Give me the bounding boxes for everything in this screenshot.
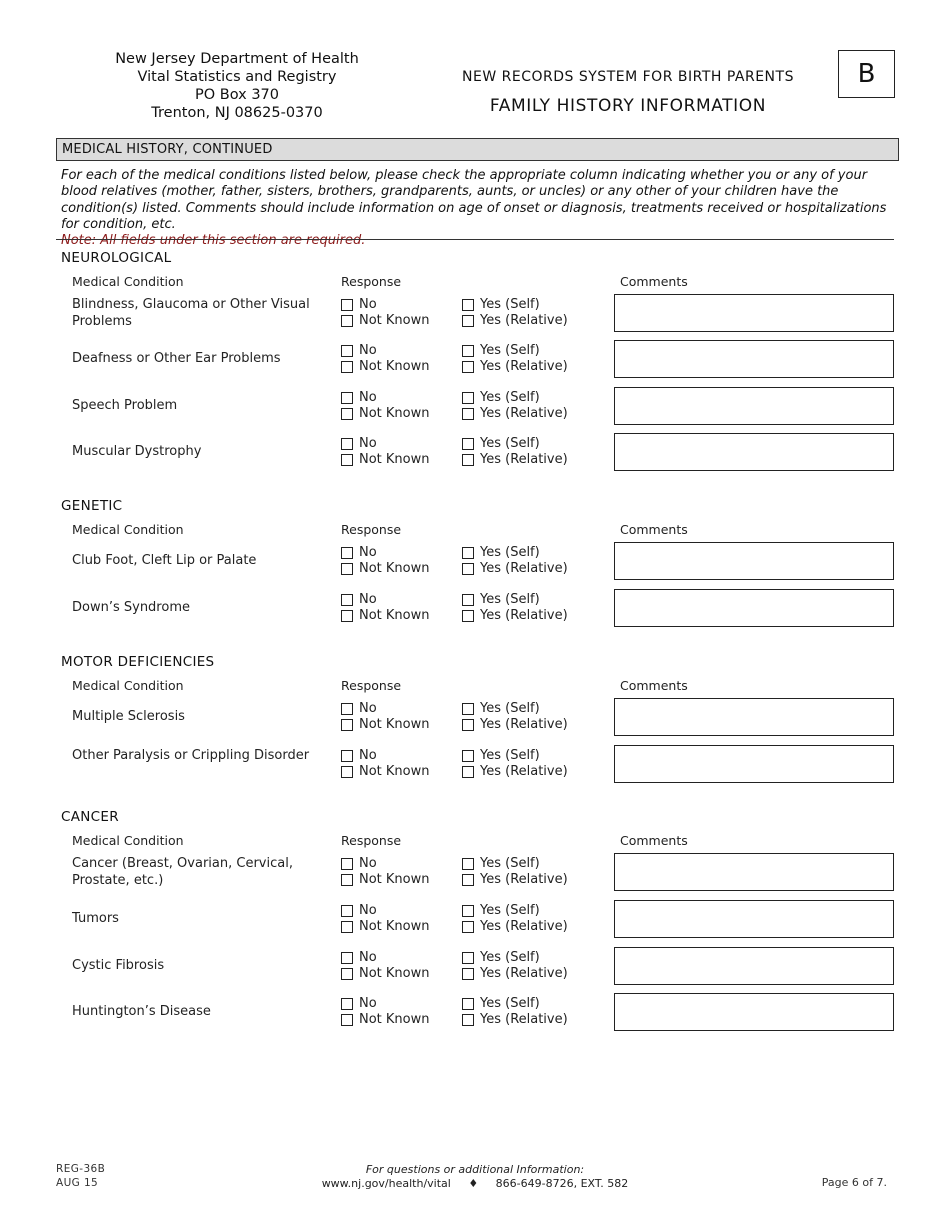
- no-checkbox[interactable]: [341, 856, 377, 871]
- checkbox-icon[interactable]: [341, 610, 353, 622]
- diamond-separator-icon: ♦: [468, 1176, 479, 1190]
- option-label: No: [359, 297, 377, 312]
- footer-form-info: [56, 1163, 105, 1190]
- no-checkbox[interactable]: [341, 545, 377, 560]
- column-header-comments: Comments: [620, 522, 688, 537]
- condition-label: Blindness, Glaucoma or Other Visual Problems: [72, 297, 310, 329]
- page-number: Page 6 of 7.: [821, 1176, 887, 1189]
- comments-field[interactable]: [614, 900, 894, 938]
- option-label: No: [359, 545, 377, 560]
- yes-relative-checkbox[interactable]: [462, 359, 568, 374]
- column-header-response: Response: [341, 833, 402, 848]
- yes-self-checkbox[interactable]: [462, 903, 540, 918]
- checkbox-icon[interactable]: [462, 905, 474, 917]
- condition-label: Tumors: [72, 911, 119, 926]
- comments-field[interactable]: [614, 294, 894, 332]
- checkbox-icon[interactable]: [462, 766, 474, 778]
- option-label: Yes (Relative): [480, 313, 568, 328]
- yes-self-checkbox[interactable]: [462, 343, 540, 358]
- checkbox-icon[interactable]: [341, 1014, 353, 1026]
- option-label: Not Known: [359, 359, 430, 374]
- checkbox-icon[interactable]: [341, 905, 353, 917]
- checkbox-icon[interactable]: [462, 719, 474, 731]
- checkbox-icon[interactable]: [462, 547, 474, 559]
- section-divider: [56, 239, 894, 240]
- contact-question: For questions or additional Information:: [365, 1163, 585, 1176]
- form-title: FAMILY HISTORY INFORMATION: [489, 96, 767, 116]
- system-title: NEW RECORDS SYSTEM FOR BIRTH PARENTS: [462, 69, 794, 85]
- checkbox-icon[interactable]: [462, 438, 474, 450]
- checkbox-icon[interactable]: [341, 361, 353, 373]
- checkbox-icon[interactable]: [341, 408, 353, 420]
- category-title: NEUROLOGICAL: [61, 250, 172, 266]
- yes-relative-checkbox[interactable]: [462, 608, 568, 623]
- not-known-checkbox[interactable]: [341, 1012, 430, 1027]
- yes-relative-checkbox[interactable]: [462, 313, 568, 328]
- agency-city: Trenton, NJ 08625-0370: [151, 105, 323, 121]
- yes-relative-checkbox[interactable]: [462, 764, 568, 779]
- option-label: No: [359, 701, 377, 716]
- not-known-checkbox[interactable]: [341, 561, 430, 576]
- option-label: Yes (Self): [480, 436, 540, 451]
- agency-po-box: PO Box 370: [194, 87, 279, 103]
- option-label: Not Known: [359, 919, 430, 934]
- yes-relative-checkbox[interactable]: [462, 406, 568, 421]
- yes-self-checkbox[interactable]: [462, 297, 540, 312]
- category-title: MOTOR DEFICIENCIES: [61, 654, 215, 670]
- option-label: Yes (Self): [480, 856, 540, 871]
- checkbox-icon[interactable]: [341, 299, 353, 311]
- checkbox-icon[interactable]: [462, 315, 474, 327]
- option-label: No: [359, 592, 377, 607]
- agency-division: Vital Statistics and Registry: [137, 69, 337, 85]
- option-label: Yes (Relative): [480, 406, 568, 421]
- checkbox-icon[interactable]: [341, 345, 353, 357]
- comments-field[interactable]: [614, 993, 894, 1031]
- category-title: CANCER: [61, 809, 119, 825]
- checkbox-icon[interactable]: [341, 952, 353, 964]
- option-label: Not Known: [359, 313, 430, 328]
- option-label: Yes (Self): [480, 748, 540, 763]
- instructions: [61, 168, 891, 249]
- not-known-checkbox[interactable]: [341, 966, 430, 981]
- no-checkbox[interactable]: [341, 748, 377, 763]
- checkbox-icon[interactable]: [341, 968, 353, 980]
- not-known-checkbox[interactable]: [341, 313, 430, 328]
- no-checkbox[interactable]: [341, 701, 377, 716]
- no-checkbox[interactable]: [341, 903, 377, 918]
- not-known-checkbox[interactable]: [341, 359, 430, 374]
- checkbox-icon[interactable]: [462, 750, 474, 762]
- not-known-checkbox[interactable]: [341, 406, 430, 421]
- column-header-comments: Comments: [620, 833, 688, 848]
- column-header-comments: Comments: [620, 678, 688, 693]
- no-checkbox[interactable]: [341, 436, 377, 451]
- checkbox-icon[interactable]: [341, 438, 353, 450]
- yes-self-checkbox[interactable]: [462, 950, 540, 965]
- checkbox-icon[interactable]: [462, 1014, 474, 1026]
- required-note: Note: All fields under this section are required.: [61, 233, 366, 249]
- checkbox-icon[interactable]: [462, 921, 474, 933]
- checkbox-icon[interactable]: [462, 563, 474, 575]
- website-link[interactable]: www.nj.gov/health/vital: [321, 1176, 451, 1190]
- not-known-checkbox[interactable]: [341, 608, 430, 623]
- form-date: AUG 15: [56, 1176, 99, 1189]
- comments-field[interactable]: [614, 698, 894, 736]
- comments-field[interactable]: [614, 853, 894, 891]
- condition-label: Muscular Dystrophy: [72, 444, 202, 459]
- checkbox-icon[interactable]: [341, 858, 353, 870]
- option-label: Yes (Relative): [480, 966, 568, 981]
- checkbox-icon[interactable]: [462, 858, 474, 870]
- yes-self-checkbox[interactable]: [462, 856, 540, 871]
- option-label: Yes (Relative): [480, 359, 568, 374]
- condition-label: Cystic Fibrosis: [72, 958, 165, 973]
- option-label: Not Known: [359, 452, 430, 467]
- option-label: Not Known: [359, 764, 430, 779]
- option-label: Yes (Relative): [480, 717, 568, 732]
- checkbox-icon[interactable]: [341, 750, 353, 762]
- condition-label: Down’s Syndrome: [72, 600, 190, 615]
- option-label: Yes (Self): [480, 701, 540, 716]
- option-label: Yes (Self): [480, 996, 540, 1011]
- not-known-checkbox[interactable]: [341, 717, 430, 732]
- option-label: Yes (Self): [480, 903, 540, 918]
- column-header-response: Response: [341, 522, 402, 537]
- yes-self-checkbox[interactable]: [462, 996, 540, 1011]
- checkbox-icon[interactable]: [462, 299, 474, 311]
- comments-field[interactable]: [614, 542, 894, 580]
- form-letter-box: B: [838, 50, 895, 98]
- column-header-comments: Comments: [620, 274, 688, 289]
- phone-number: 866-649-8726, EXT. 582: [495, 1176, 629, 1190]
- checkbox-icon[interactable]: [341, 921, 353, 933]
- condition-label: Speech Problem: [72, 398, 178, 413]
- option-label: Not Known: [359, 966, 430, 981]
- checkbox-icon[interactable]: [462, 408, 474, 420]
- yes-relative-checkbox[interactable]: [462, 717, 568, 732]
- yes-self-checkbox[interactable]: [462, 545, 540, 560]
- condition-label: Other Paralysis or Crippling Disorder: [72, 748, 310, 763]
- column-header-response: Response: [341, 274, 402, 289]
- section-header: MEDICAL HISTORY, CONTINUED: [56, 138, 899, 161]
- option-label: Yes (Self): [480, 950, 540, 965]
- option-label: Yes (Self): [480, 390, 540, 405]
- checkbox-icon[interactable]: [462, 594, 474, 606]
- option-label: Yes (Relative): [480, 452, 568, 467]
- yes-relative-checkbox[interactable]: [462, 966, 568, 981]
- option-label: Yes (Relative): [480, 608, 568, 623]
- not-known-checkbox[interactable]: [341, 452, 430, 467]
- yes-self-checkbox[interactable]: [462, 592, 540, 607]
- condition-label: Cancer (Breast, Ovarian, Cervical, Prostate, etc.): [72, 856, 293, 888]
- comments-field[interactable]: [614, 947, 894, 985]
- checkbox-icon[interactable]: [341, 719, 353, 731]
- checkbox-icon[interactable]: [341, 315, 353, 327]
- checkbox-icon[interactable]: [341, 547, 353, 559]
- option-label: Yes (Relative): [480, 919, 568, 934]
- yes-self-checkbox[interactable]: [462, 436, 540, 451]
- not-known-checkbox[interactable]: [341, 872, 430, 887]
- column-header-condition: Medical Condition: [72, 833, 184, 848]
- checkbox-icon[interactable]: [462, 345, 474, 357]
- yes-relative-checkbox[interactable]: [462, 1012, 568, 1027]
- not-known-checkbox[interactable]: [341, 919, 430, 934]
- comments-field[interactable]: [614, 745, 894, 783]
- option-label: Not Known: [359, 608, 430, 623]
- checkbox-icon[interactable]: [341, 392, 353, 404]
- checkbox-icon[interactable]: [462, 361, 474, 373]
- condition-label: Deafness or Other Ear Problems: [72, 351, 281, 366]
- yes-relative-checkbox[interactable]: [462, 872, 568, 887]
- agency-name: New Jersey Department of Health: [115, 51, 359, 67]
- checkbox-icon[interactable]: [341, 874, 353, 886]
- column-header-response: Response: [341, 678, 402, 693]
- option-label: Yes (Self): [480, 592, 540, 607]
- no-checkbox[interactable]: [341, 297, 377, 312]
- column-header-condition: Medical Condition: [72, 274, 184, 289]
- option-label: No: [359, 390, 377, 405]
- checkbox-icon[interactable]: [462, 998, 474, 1010]
- condition-label: Huntington’s Disease: [72, 1004, 211, 1019]
- instructions-text: For each of the medical conditions listed below, please check the appropriate column indicating whether you or any of your blood relatives (mother, father, sisters, brothers, grandparents, aunts, or uncles) or any other of your children have the condition(s) listed. Comments should include information on age of onset or diagnosis, treatments received or hospitalizations for condition, etc.: [61, 168, 887, 232]
- yes-relative-checkbox[interactable]: [462, 452, 568, 467]
- comments-field[interactable]: [614, 387, 894, 425]
- option-label: Yes (Relative): [480, 561, 568, 576]
- checkbox-icon[interactable]: [462, 454, 474, 466]
- comments-field[interactable]: [614, 433, 894, 471]
- no-checkbox[interactable]: [341, 996, 377, 1011]
- yes-self-checkbox[interactable]: [462, 390, 540, 405]
- option-label: No: [359, 996, 377, 1011]
- option-label: No: [359, 856, 377, 871]
- column-header-condition: Medical Condition: [72, 678, 184, 693]
- option-label: Not Known: [359, 872, 430, 887]
- checkbox-icon[interactable]: [341, 454, 353, 466]
- option-label: No: [359, 343, 377, 358]
- agency-address: [104, 50, 370, 122]
- no-checkbox[interactable]: [341, 592, 377, 607]
- condition-label: Multiple Sclerosis: [72, 709, 185, 724]
- comments-field[interactable]: [614, 340, 894, 378]
- yes-relative-checkbox[interactable]: [462, 561, 568, 576]
- checkbox-icon[interactable]: [462, 610, 474, 622]
- option-label: No: [359, 903, 377, 918]
- condition-label: Club Foot, Cleft Lip or Palate: [72, 553, 257, 568]
- option-label: Yes (Relative): [480, 872, 568, 887]
- option-label: Yes (Self): [480, 545, 540, 560]
- option-label: No: [359, 950, 377, 965]
- no-checkbox[interactable]: [341, 390, 377, 405]
- option-label: Not Known: [359, 406, 430, 421]
- checkbox-icon[interactable]: [341, 594, 353, 606]
- checkbox-icon[interactable]: [462, 703, 474, 715]
- checkbox-icon[interactable]: [462, 392, 474, 404]
- checkbox-icon[interactable]: [341, 766, 353, 778]
- option-label: Not Known: [359, 561, 430, 576]
- yes-relative-checkbox[interactable]: [462, 919, 568, 934]
- form-code: REG-36B: [56, 1163, 106, 1175]
- checkbox-icon[interactable]: [341, 703, 353, 715]
- checkbox-icon[interactable]: [462, 952, 474, 964]
- column-header-condition: Medical Condition: [72, 522, 184, 537]
- option-label: No: [359, 748, 377, 763]
- no-checkbox[interactable]: [341, 343, 377, 358]
- option-label: Yes (Self): [480, 343, 540, 358]
- checkbox-icon[interactable]: [341, 563, 353, 575]
- option-label: Not Known: [359, 717, 430, 732]
- checkbox-icon[interactable]: [462, 874, 474, 886]
- not-known-checkbox[interactable]: [341, 764, 430, 779]
- option-label: Yes (Relative): [480, 764, 568, 779]
- option-label: Yes (Relative): [480, 1012, 568, 1027]
- yes-self-checkbox[interactable]: [462, 701, 540, 716]
- footer-contact: [240, 1163, 710, 1190]
- category-title: GENETIC: [61, 498, 123, 514]
- no-checkbox[interactable]: [341, 950, 377, 965]
- checkbox-icon[interactable]: [341, 998, 353, 1010]
- option-label: Yes (Self): [480, 297, 540, 312]
- option-label: No: [359, 436, 377, 451]
- checkbox-icon[interactable]: [462, 968, 474, 980]
- yes-self-checkbox[interactable]: [462, 748, 540, 763]
- option-label: Not Known: [359, 1012, 430, 1027]
- comments-field[interactable]: [614, 589, 894, 627]
